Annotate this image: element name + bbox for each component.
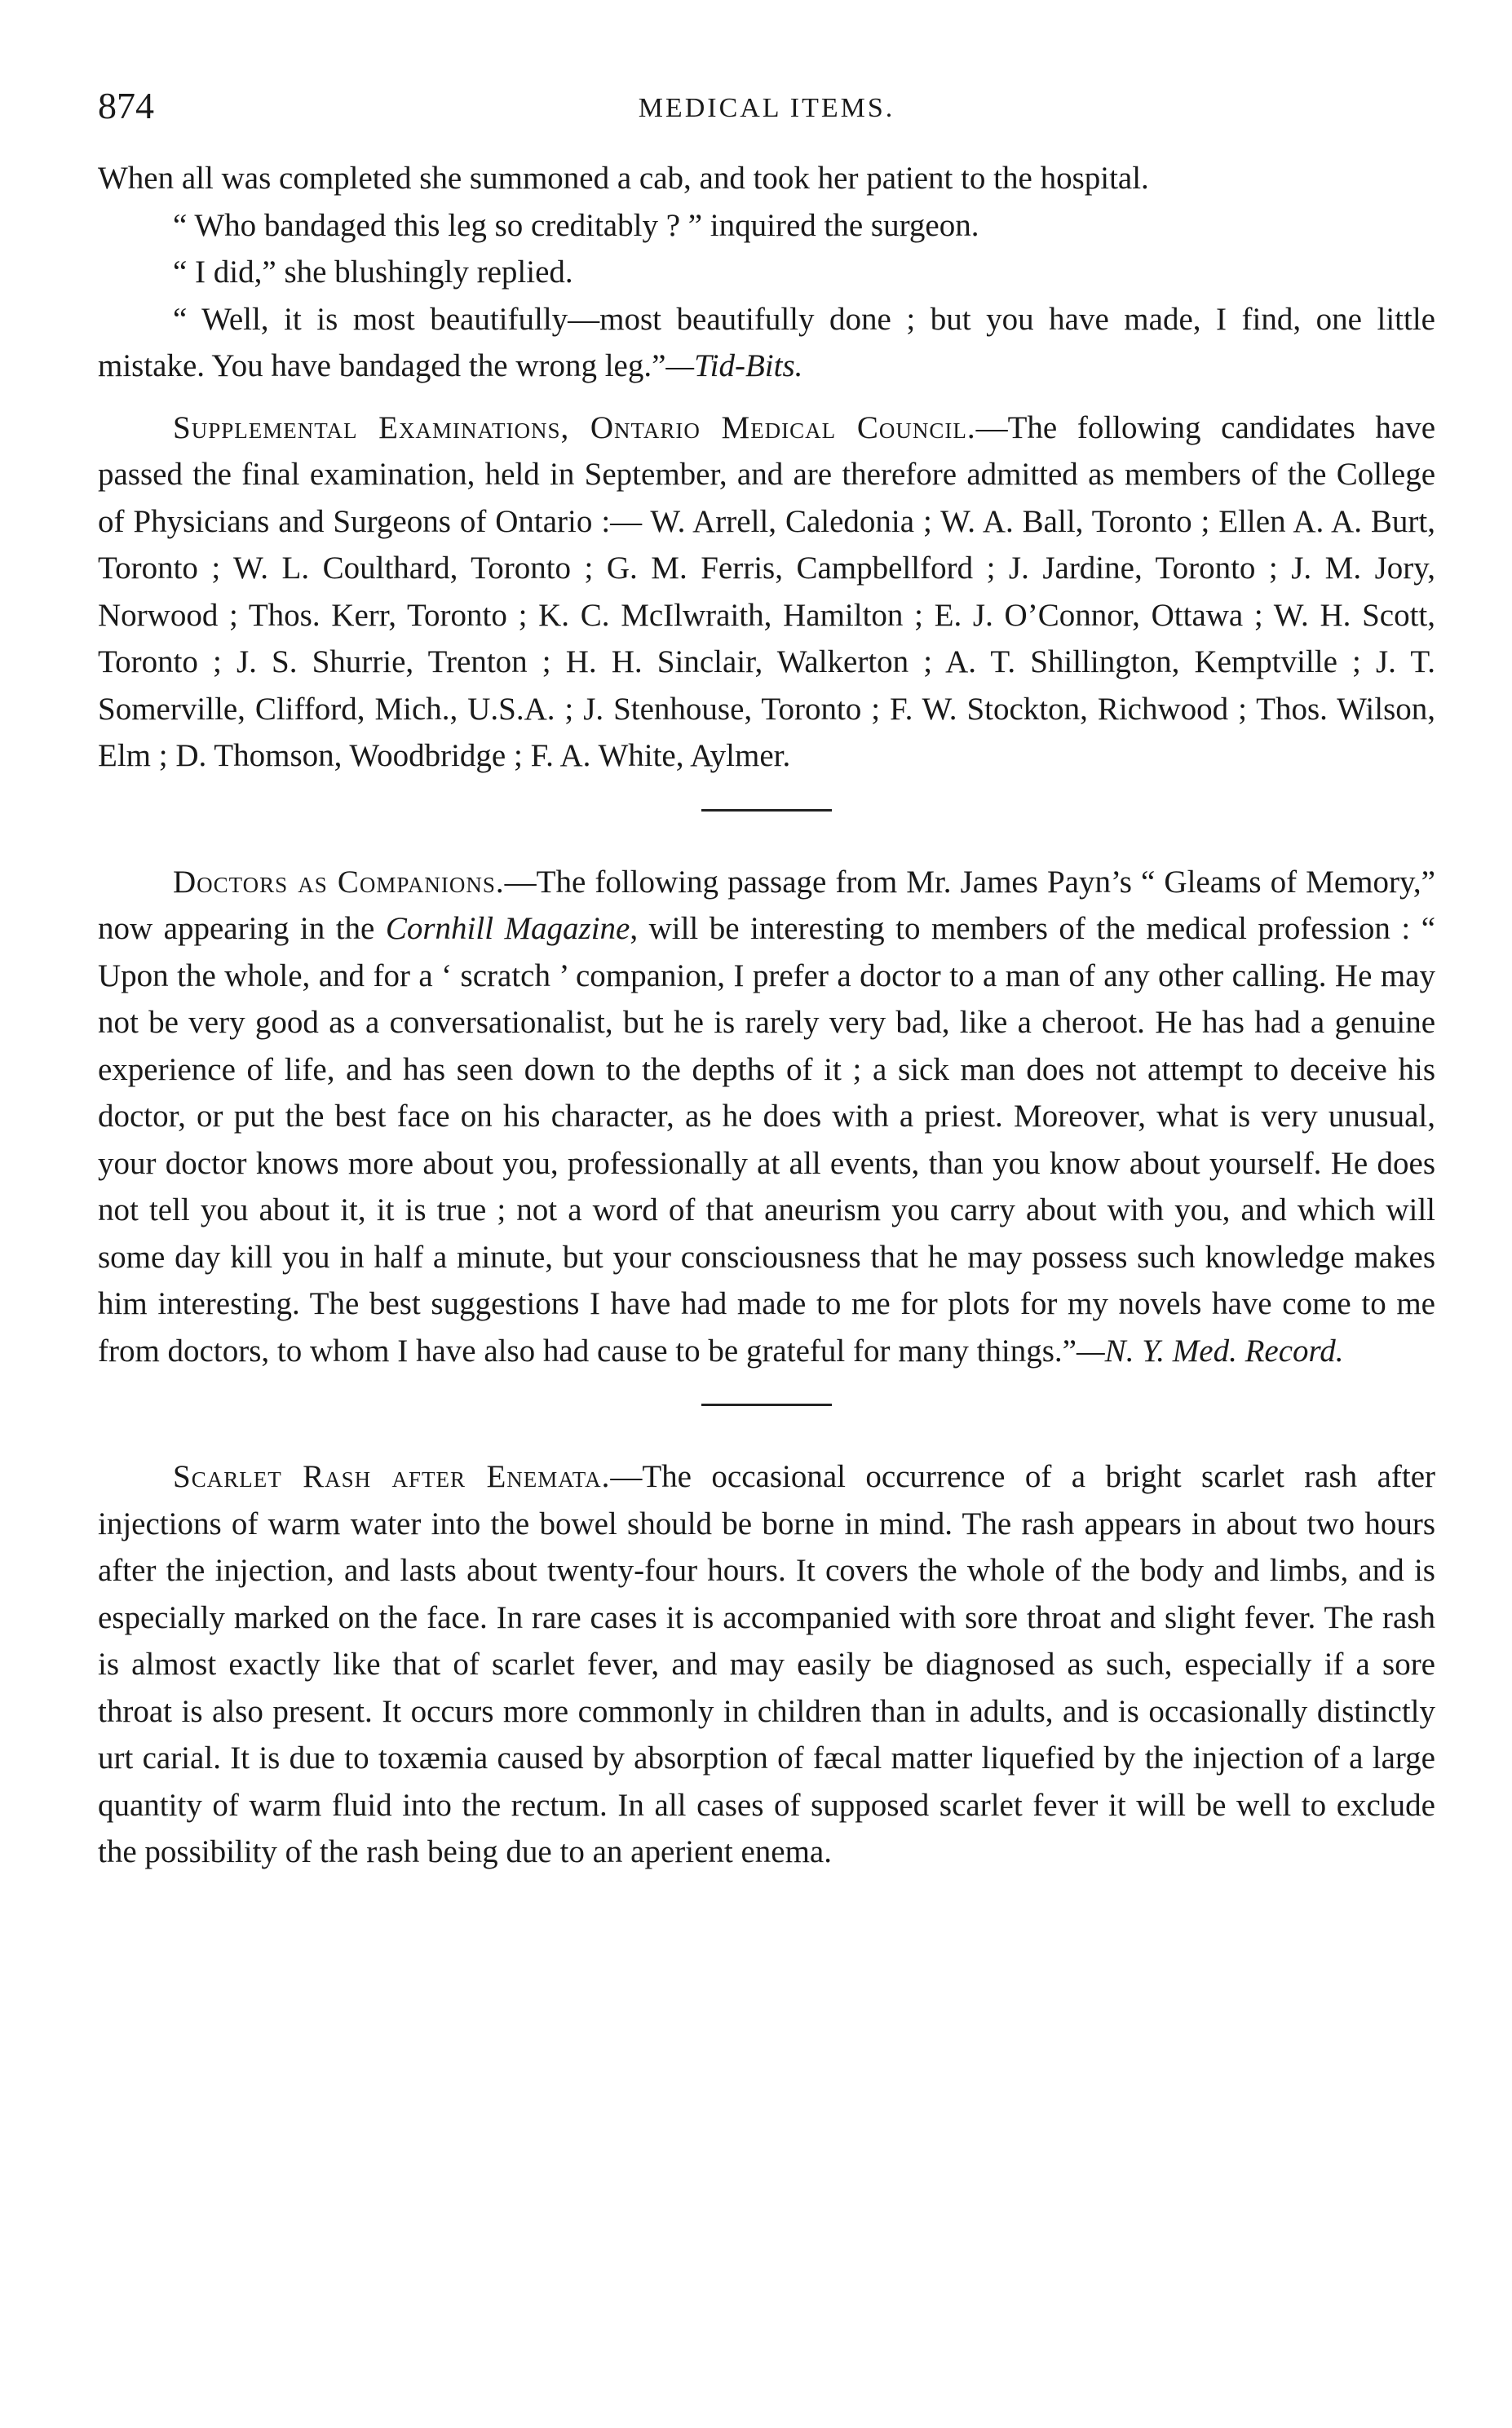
magazine-title: Cornhill Magazine <box>385 911 630 946</box>
doctors-section <box>98 859 1435 1375</box>
section-heading: Supplemental Examinations, Ontario Medical Council. <box>173 409 976 445</box>
scarlet-section <box>98 1453 1435 1876</box>
anecdote-paragraph: When all was completed she summoned a cab, and took her patient to the hospital. <box>98 161 1149 196</box>
anecdote-source: —Tid-Bits. <box>665 348 803 383</box>
doctors-paragraph <box>98 859 1435 1375</box>
section-divider <box>701 809 832 812</box>
doctors-body-b: , will be interesting to members of the medical profession : “ Upon the whole, and for a ‘ scratch ’ companion, I prefer a doctor to a man of any other calling. He may not be very good as a conversationalist, but he is rarely very bad, like a cheroot. He has had a genuine experience of life, and has seen down to the depths of it ; a sick man does not attempt to deceive his doctor, or put the best face on his character, as he does with a priest. Moreover, what is very unusual, your doctor knows more about you, professionally at all events, than you know about yourself. He does not tell you about it, it is true ; not a word of that aneurism you carry about with you, and which will some day kill you in half a minute, but your consciousness that he may possess such knowledge makes him interesting. The best suggestions I have had made to me for plots for my novels have come to me from doctors, to whom I have also had cause to be grateful for many things.” <box>98 911 1435 1369</box>
section-heading: Doctors as Companions. <box>173 864 505 900</box>
exams-body: —The following candidates have passed the final examination, held in September, and are therefore admitted as members of the College of Physicians and Surgeons of Ontario :— W. Arrell, Caledonia ; W. A. Ball, Toronto ; Ellen A. A. Burt, Toronto ; W. L. Coulthard, Toronto ; G. M. Ferris, Campbellford ; J. Jardine, Toronto ; J. M. Jory, Norwood ; Thos. Kerr, Toronto ; K. C. McIlwraith, Hamilton ; E. J. O’Connor, Ottawa ; W. H. Scott, Toronto ; J. S. Shurrie, Trenton ; H. H. Sinclair, Walkerton ; A. T. Shillington, Kemptville ; J. T. Somerville, Clifford, Mich., U.S.A. ; J. Stenhouse, Toronto ; F. W. Stockton, Richwood ; Thos. Wilson, Elm ; D. Thomson, Woodbridge ; F. A. White, Aylmer. <box>98 409 1436 773</box>
running-head: MEDICAL ITEMS. <box>638 93 895 123</box>
scarlet-paragraph <box>98 1453 1435 1876</box>
section-divider <box>701 1404 832 1406</box>
exams-paragraph <box>98 405 1435 780</box>
exams-section <box>98 405 1435 780</box>
doctors-source: —N. Y. Med. Record. <box>1077 1333 1344 1369</box>
page-header <box>98 82 1435 155</box>
anecdote-paragraph: “ I did,” she blushingly replied. <box>173 254 573 290</box>
scarlet-body: —The occasional occurrence of a bright scarlet rash after injections of warm water into the bowel should be borne in mind. The rash appears in about two hours after the injection, and lasts about twenty-four hours. It covers the whole of the body and limbs, and is especially marked on the face. In rare cases it is accompanied with sore throat and slight fever. The rash is almost exactly like that of scarlet fever, and may easily be diagnosed as such, especially if a sore throat is also present. It occurs more commonly in children than in adults, and is occasionally distinctly urt carial. It is due to toxæmia caused by absorption of fæcal matter liquefied by the injection of a large quantity of warm fluid into the rectum. In all cases of supposed scarlet fever it will be well to exclude the possibility of the rash being due to an aperient enema. <box>98 1459 1436 1869</box>
doctors-body-a: —The following passage from Mr. James Payn’s “ Gleams of Memory,” now appearing in the <box>98 864 1435 946</box>
anecdote-text: “ Well, it is most beautifully—most beautifully done ; but you have made, I find, one little mistake. You have bandaged the wrong leg.” <box>98 301 1435 383</box>
page <box>98 82 1435 1876</box>
page-number: 874 <box>98 85 154 126</box>
anecdote-paragraph <box>98 296 1435 390</box>
section-heading: Scarlet Rash after Enemata. <box>173 1459 611 1494</box>
bandage-anecdote <box>98 155 1435 390</box>
anecdote-paragraph: “ Who bandaged this leg so creditably ? ” inquired the surgeon. <box>173 207 979 243</box>
